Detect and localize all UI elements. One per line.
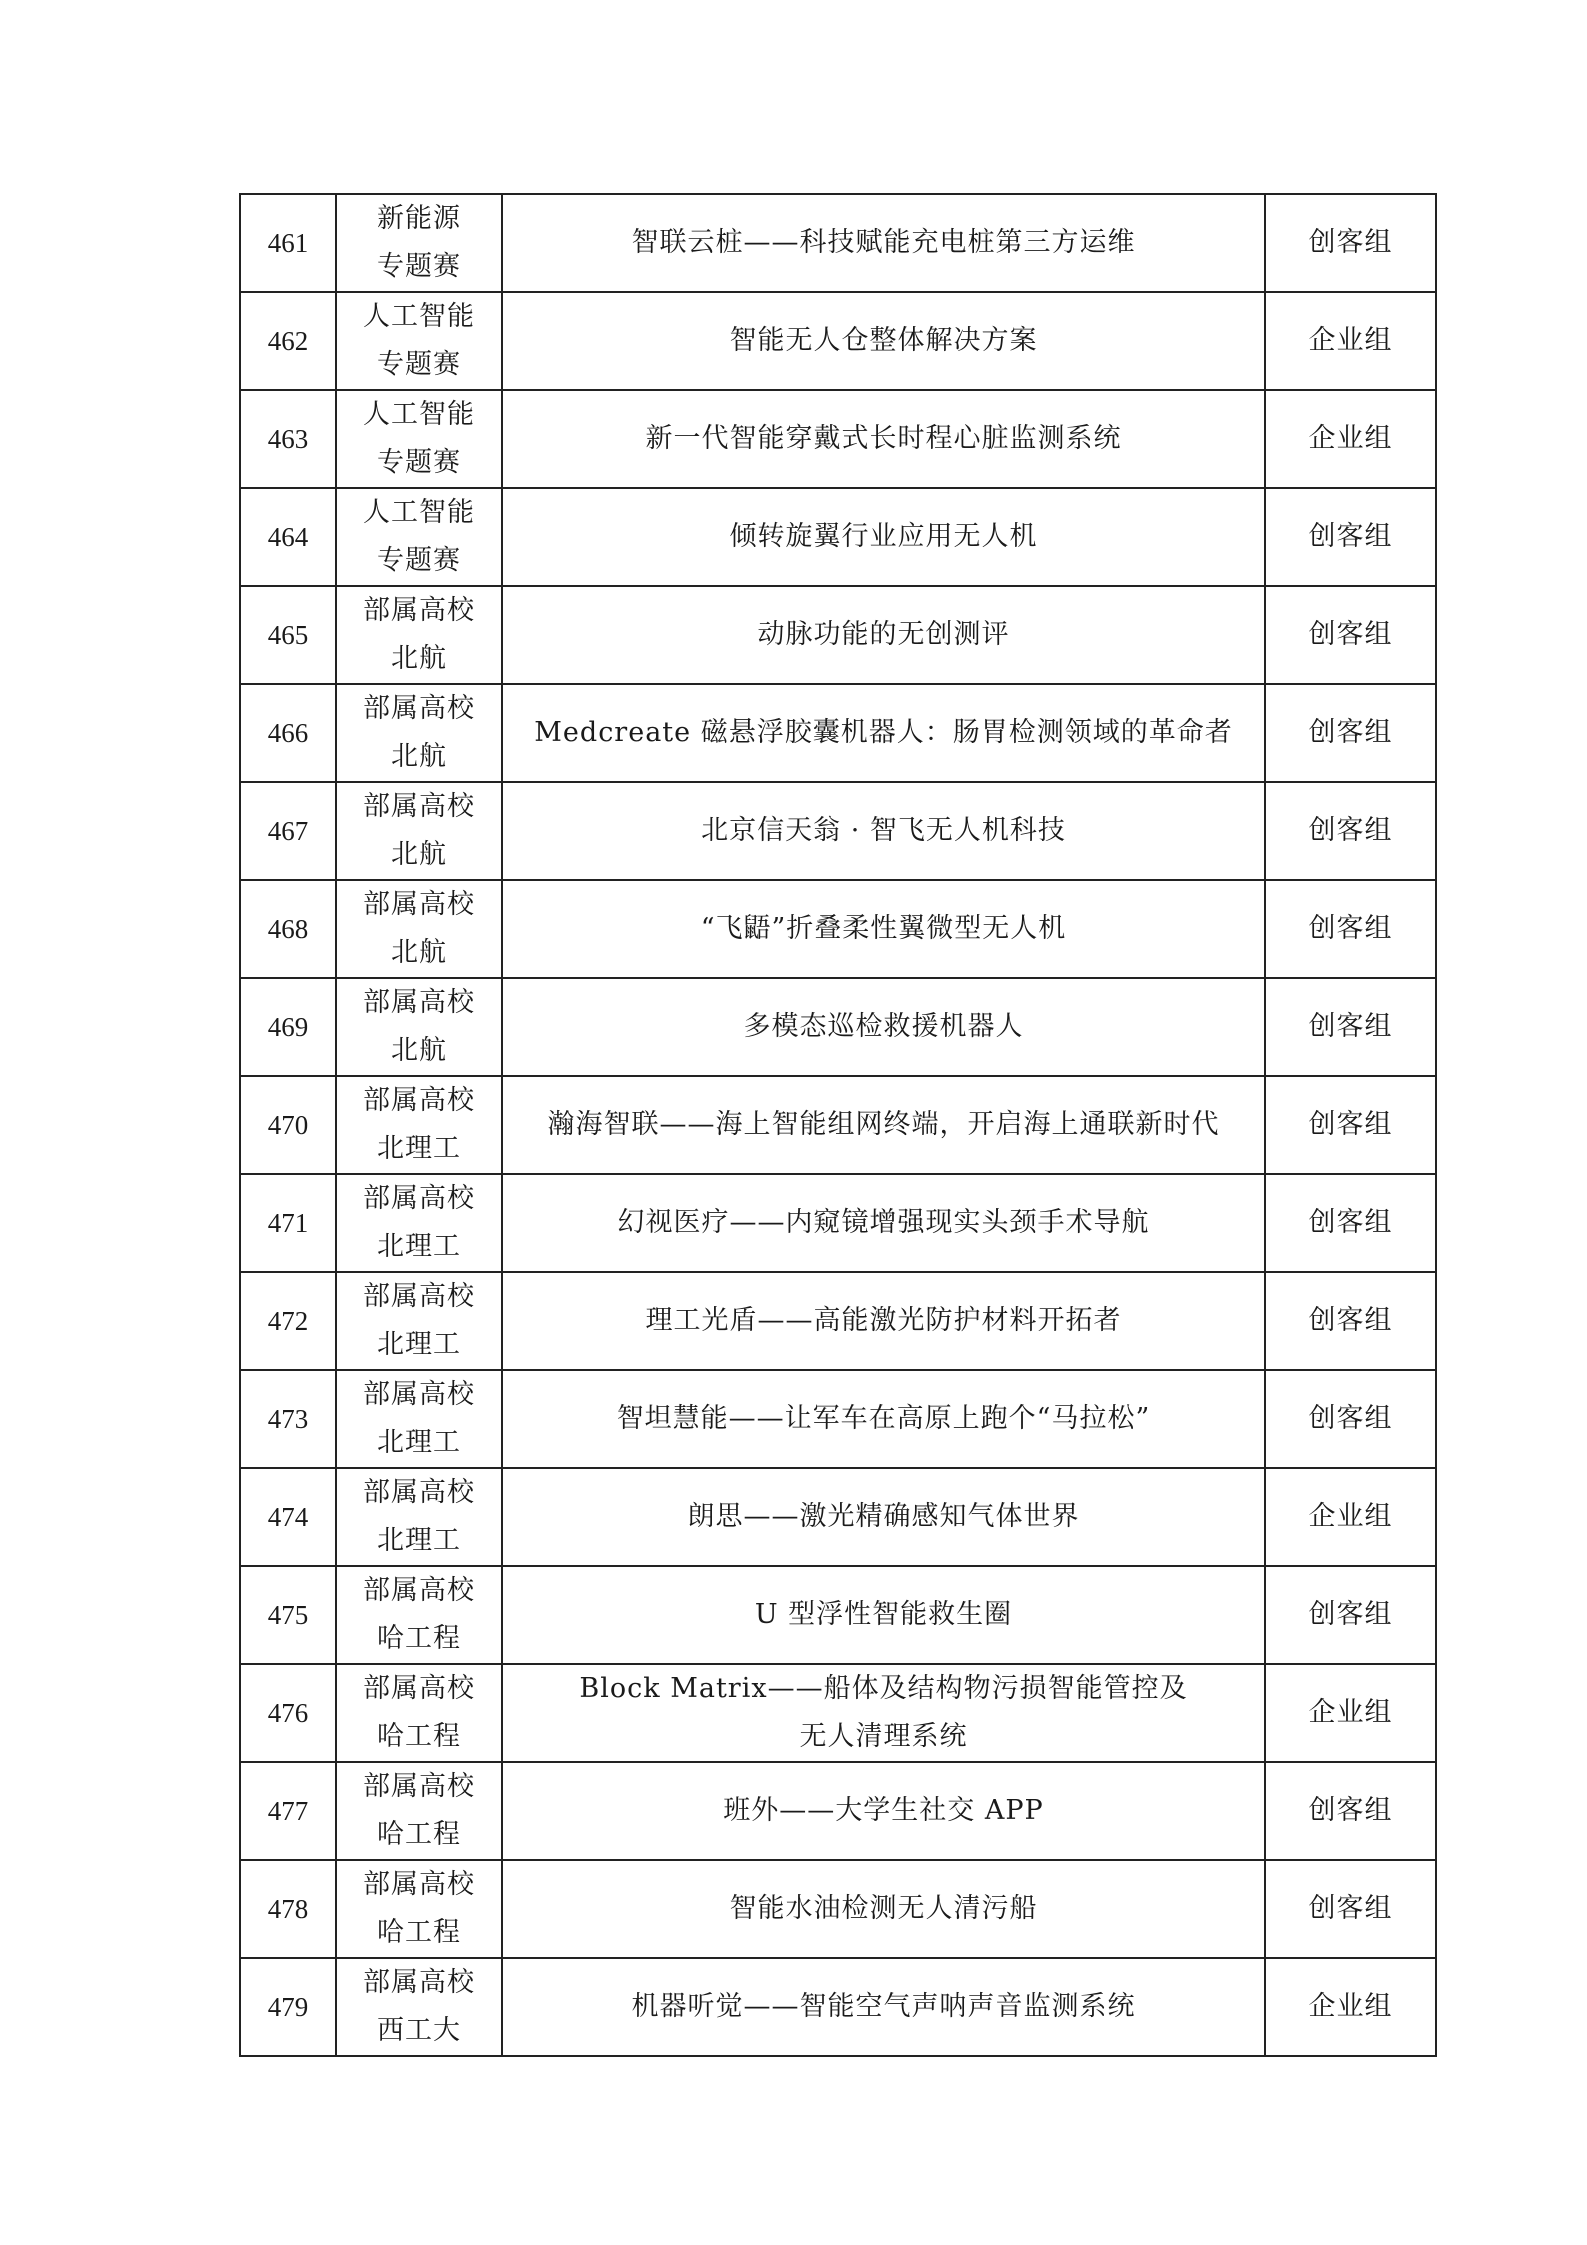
category-line: 部属高校 bbox=[363, 595, 475, 626]
row-number: 469 bbox=[240, 978, 336, 1076]
project-name-line: 无人清理系统 bbox=[799, 1721, 968, 1752]
table-body bbox=[240, 194, 1436, 2056]
category-cell bbox=[336, 1076, 502, 1174]
category-cell bbox=[336, 292, 502, 390]
row-number: 474 bbox=[240, 1468, 336, 1566]
category-cell bbox=[336, 194, 502, 292]
table-row bbox=[240, 194, 1436, 292]
project-name-cell bbox=[502, 978, 1265, 1076]
group-cell: 创客组 bbox=[1265, 1762, 1436, 1860]
project-name-cell bbox=[502, 1958, 1265, 2056]
group-cell: 创客组 bbox=[1265, 880, 1436, 978]
project-name-cell bbox=[502, 1762, 1265, 1860]
category-line: 部属高校 bbox=[363, 693, 475, 724]
category-cell bbox=[336, 1762, 502, 1860]
category-line: 北理工 bbox=[377, 1427, 461, 1458]
category-cell bbox=[336, 1958, 502, 2056]
project-name-line: 多模态巡检救援机器人 bbox=[743, 1011, 1024, 1042]
category-line: 西工大 bbox=[377, 2015, 461, 2046]
category-line: 专题赛 bbox=[377, 447, 461, 478]
group-cell: 创客组 bbox=[1265, 1860, 1436, 1958]
category-line: 北理工 bbox=[377, 1525, 461, 1556]
project-name-cell bbox=[502, 1566, 1265, 1664]
group-cell: 企业组 bbox=[1265, 292, 1436, 390]
category-cell bbox=[336, 1664, 502, 1762]
row-number: 468 bbox=[240, 880, 336, 978]
group-cell: 创客组 bbox=[1265, 1076, 1436, 1174]
project-name-line: 班外——大学生社交 APP bbox=[723, 1795, 1044, 1826]
project-name-cell bbox=[502, 194, 1265, 292]
table-row bbox=[240, 880, 1436, 978]
row-number: 476 bbox=[240, 1664, 336, 1762]
category-line: 专题赛 bbox=[377, 251, 461, 282]
category-line: 北航 bbox=[391, 1035, 447, 1066]
project-name-line: 智联云桩——科技赋能充电桩第三方运维 bbox=[631, 227, 1136, 258]
group-cell: 企业组 bbox=[1265, 390, 1436, 488]
category-line: 人工智能 bbox=[363, 497, 475, 528]
project-name-cell bbox=[502, 586, 1265, 684]
table-row bbox=[240, 1370, 1436, 1468]
category-cell bbox=[336, 586, 502, 684]
category-cell bbox=[336, 488, 502, 586]
category-cell bbox=[336, 1272, 502, 1370]
table-row bbox=[240, 1468, 1436, 1566]
category-cell bbox=[336, 390, 502, 488]
row-number: 470 bbox=[240, 1076, 336, 1174]
table-row bbox=[240, 1860, 1436, 1958]
project-name-cell bbox=[502, 782, 1265, 880]
project-name-line: 机器听觉——智能空气声呐声音监测系统 bbox=[631, 1991, 1136, 2022]
group-cell: 创客组 bbox=[1265, 1566, 1436, 1664]
category-line: 人工智能 bbox=[363, 399, 475, 430]
project-name-line: Block Matrix——船体及结构物污损智能管控及 bbox=[579, 1673, 1188, 1704]
project-name-line: 朗思——激光精确感知气体世界 bbox=[687, 1501, 1080, 1532]
project-name-line: U 型浮性智能救生圈 bbox=[754, 1599, 1013, 1630]
project-name-cell bbox=[502, 1076, 1265, 1174]
table-row bbox=[240, 292, 1436, 390]
group-cell: 创客组 bbox=[1265, 782, 1436, 880]
category-line: 部属高校 bbox=[363, 1477, 475, 1508]
project-name-cell bbox=[502, 1370, 1265, 1468]
group-cell: 创客组 bbox=[1265, 684, 1436, 782]
project-name-line: 理工光盾——高能激光防护材料开拓者 bbox=[645, 1305, 1122, 1336]
category-line: 部属高校 bbox=[363, 889, 475, 920]
category-line: 专题赛 bbox=[377, 545, 461, 576]
category-line: 部属高校 bbox=[363, 791, 475, 822]
category-line: 哈工程 bbox=[377, 1623, 461, 1654]
group-cell: 企业组 bbox=[1265, 1958, 1436, 2056]
project-name-cell bbox=[502, 1860, 1265, 1958]
category-cell bbox=[336, 1468, 502, 1566]
project-name-cell bbox=[502, 880, 1265, 978]
category-line: 哈工程 bbox=[377, 1917, 461, 1948]
category-cell bbox=[336, 880, 502, 978]
group-cell: 企业组 bbox=[1265, 1664, 1436, 1762]
group-cell: 创客组 bbox=[1265, 978, 1436, 1076]
category-line: 部属高校 bbox=[363, 987, 475, 1018]
project-name-line: 动脉功能的无创测评 bbox=[757, 619, 1010, 650]
category-line: 部属高校 bbox=[363, 1379, 475, 1410]
project-name-cell bbox=[502, 1272, 1265, 1370]
table-row bbox=[240, 978, 1436, 1076]
row-number: 478 bbox=[240, 1860, 336, 1958]
row-number: 462 bbox=[240, 292, 336, 390]
category-line: 部属高校 bbox=[363, 1967, 475, 1998]
row-number: 463 bbox=[240, 390, 336, 488]
category-line: 北航 bbox=[391, 937, 447, 968]
category-cell bbox=[336, 1860, 502, 1958]
category-line: 新能源 bbox=[377, 203, 461, 234]
category-line: 部属高校 bbox=[363, 1085, 475, 1116]
project-name-line: “飞鼯”折叠柔性翼微型无人机 bbox=[700, 913, 1067, 944]
project-name-cell bbox=[502, 1174, 1265, 1272]
category-line: 部属高校 bbox=[363, 1771, 475, 1802]
category-line: 专题赛 bbox=[377, 349, 461, 380]
table-row bbox=[240, 1566, 1436, 1664]
project-name-line: 幻视医疗——内窥镜增强现实头颈手术导航 bbox=[617, 1207, 1150, 1238]
category-line: 部属高校 bbox=[363, 1575, 475, 1606]
row-number: 467 bbox=[240, 782, 336, 880]
project-list-table bbox=[239, 193, 1437, 2057]
category-line: 北航 bbox=[391, 839, 447, 870]
category-line: 部属高校 bbox=[363, 1869, 475, 1900]
category-cell bbox=[336, 684, 502, 782]
group-cell: 创客组 bbox=[1265, 488, 1436, 586]
category-line: 人工智能 bbox=[363, 301, 475, 332]
project-name-line: 智坦慧能——让军车在高原上跑个“马拉松” bbox=[616, 1403, 1151, 1434]
table-row bbox=[240, 1664, 1436, 1762]
group-cell: 企业组 bbox=[1265, 1468, 1436, 1566]
project-name-cell bbox=[502, 488, 1265, 586]
project-name-line: 倾转旋翼行业应用无人机 bbox=[729, 521, 1038, 552]
project-name-cell bbox=[502, 1664, 1265, 1762]
table-row bbox=[240, 782, 1436, 880]
table-row bbox=[240, 1762, 1436, 1860]
table-row bbox=[240, 488, 1436, 586]
row-number: 475 bbox=[240, 1566, 336, 1664]
category-cell bbox=[336, 978, 502, 1076]
category-line: 北理工 bbox=[377, 1329, 461, 1360]
row-number: 479 bbox=[240, 1958, 336, 2056]
table-row bbox=[240, 1958, 1436, 2056]
category-line: 北航 bbox=[391, 741, 447, 772]
category-cell bbox=[336, 1370, 502, 1468]
group-cell: 创客组 bbox=[1265, 194, 1436, 292]
table-row bbox=[240, 1272, 1436, 1370]
row-number: 472 bbox=[240, 1272, 336, 1370]
category-line: 北理工 bbox=[377, 1231, 461, 1262]
category-line: 哈工程 bbox=[377, 1721, 461, 1752]
table-row bbox=[240, 586, 1436, 684]
category-cell bbox=[336, 1566, 502, 1664]
category-cell bbox=[336, 1174, 502, 1272]
project-name-cell bbox=[502, 390, 1265, 488]
project-name-line: Medcreate 磁悬浮胶囊机器人：肠胃检测领域的革命者 bbox=[534, 717, 1233, 748]
group-cell: 创客组 bbox=[1265, 1272, 1436, 1370]
category-line: 北航 bbox=[391, 643, 447, 674]
row-number: 466 bbox=[240, 684, 336, 782]
group-cell: 创客组 bbox=[1265, 1174, 1436, 1272]
row-number: 471 bbox=[240, 1174, 336, 1272]
project-name-cell bbox=[502, 1468, 1265, 1566]
table-row bbox=[240, 684, 1436, 782]
table-row bbox=[240, 1174, 1436, 1272]
row-number: 461 bbox=[240, 194, 336, 292]
row-number: 464 bbox=[240, 488, 336, 586]
category-line: 哈工程 bbox=[377, 1819, 461, 1850]
category-cell bbox=[336, 782, 502, 880]
project-name-line: 北京信天翁 · 智飞无人机科技 bbox=[701, 815, 1066, 846]
project-name-line: 瀚海智联——海上智能组网终端，开启海上通联新时代 bbox=[547, 1109, 1220, 1140]
category-line: 部属高校 bbox=[363, 1183, 475, 1214]
project-name-cell bbox=[502, 292, 1265, 390]
category-line: 部属高校 bbox=[363, 1281, 475, 1312]
category-line: 北理工 bbox=[377, 1133, 461, 1164]
table-row bbox=[240, 1076, 1436, 1174]
row-number: 465 bbox=[240, 586, 336, 684]
project-name-line: 智能水油检测无人清污船 bbox=[729, 1893, 1038, 1924]
project-name-line: 新一代智能穿戴式长时程心脏监测系统 bbox=[645, 423, 1122, 454]
row-number: 473 bbox=[240, 1370, 336, 1468]
project-name-cell bbox=[502, 684, 1265, 782]
table-row bbox=[240, 390, 1436, 488]
category-line: 部属高校 bbox=[363, 1673, 475, 1704]
project-name-line: 智能无人仓整体解决方案 bbox=[729, 325, 1038, 356]
group-cell: 创客组 bbox=[1265, 1370, 1436, 1468]
row-number: 477 bbox=[240, 1762, 336, 1860]
group-cell: 创客组 bbox=[1265, 586, 1436, 684]
